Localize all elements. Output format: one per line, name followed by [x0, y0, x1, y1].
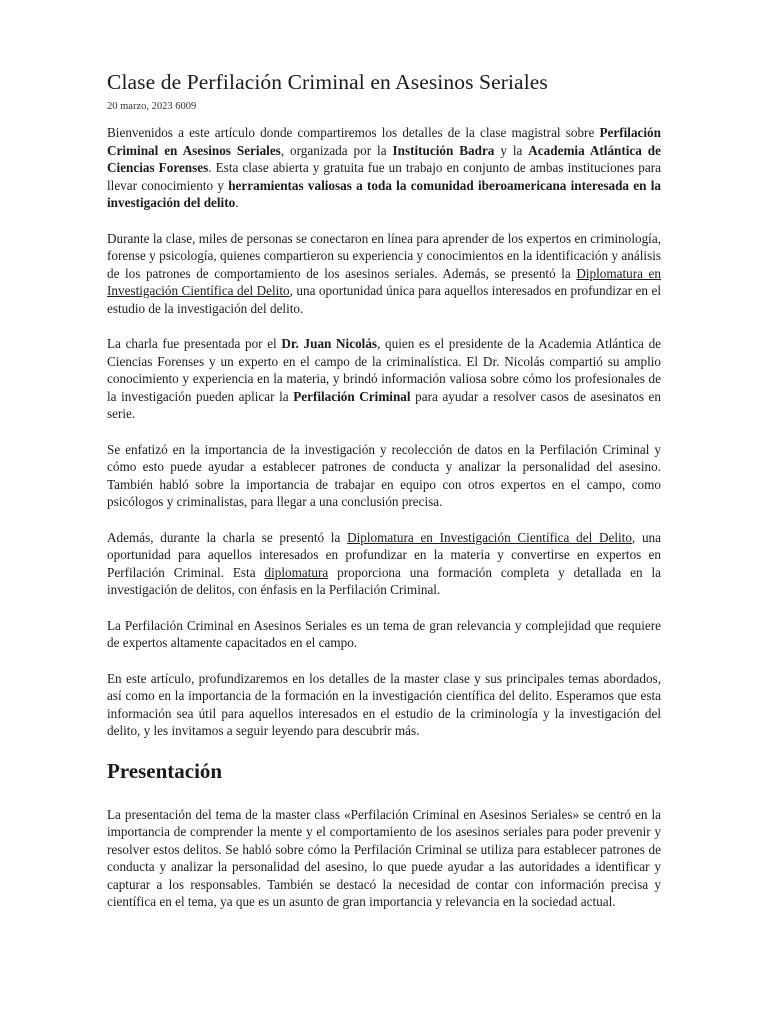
article-meta	[107, 100, 661, 114]
article-body	[107, 124, 661, 911]
intro-paragraph	[107, 124, 661, 212]
paragraph-text: . Esta clase abierta y gratuita fue un trabajo en conjunto de ambas instituciones para llevar conocimiento y	[107, 160, 662, 193]
paragraph-text: Durante la clase, miles de personas se conectaron en línea para aprender de los expertos en criminología, forense y psicología, quienes compartieron su experiencia y conocimientos en la identificación y análisis de los patrones de comportamiento de los asesinos seriales. Además, se presentó la	[107, 230, 661, 281]
diplomatura-link[interactable]: Diplomatura en Investigación Científica del Delito	[347, 529, 632, 545]
bold-text: Institución Badra	[392, 142, 495, 158]
section-heading-presentacion: Presentación	[107, 758, 223, 783]
closing-paragraph	[107, 670, 661, 740]
diplomatura-link[interactable]: Diplomatura en Investigación Científica del Delito	[107, 265, 661, 298]
paragraph-text: , una oportunidad para aquellos interesados en profundizar en la materia y convertirse en expertos en Perfilación Criminal. Esta	[107, 529, 661, 580]
presentation-paragraph	[107, 806, 661, 911]
paragraph-text: La Perfilación Criminal en Asesinos Seriales es un tema de gran relevancia y complejidad que requiere de expertos altamente capacitados en el campo.	[107, 617, 661, 650]
paragraph-text: para ayudar a resolver casos de asesinatos en serie.	[107, 388, 662, 421]
paragraph-text: Bienvenidos a este artículo donde compartiremos los detalles de la clase magistral sobre	[107, 125, 600, 140]
paragraph-text: , una oportunidad única para aquellos interesados en profundizar en el estudio de la investigación del delito.	[107, 283, 661, 316]
paragraph-text: , organizada por la	[280, 142, 393, 158]
article	[107, 68, 661, 929]
class-paragraph	[107, 230, 661, 318]
paragraph-text: La presentación del tema de la master class «Perfilación Criminal en Asesinos Seriales» se centró en la importancia de comprender la mente y el comportamiento de los asesinos seriales para poder prevenir y resolver estos delitos. Se habló sobre cómo la Perfilación Criminal se utiliza para establecer patrones de conducta y analizar la personalidad del asesino, lo que puede ayudar a las autoridades a identificar y capturar a los responsables. También se destacó la necesidad de contar con información precisa y científica en el tema, ya que es un asunto de gran importancia y relevancia en la sociedad actual.	[107, 806, 661, 909]
bold-text: Perfilación Criminal en Asesinos Seriales	[107, 125, 661, 158]
paragraph-text: .	[235, 195, 239, 210]
paragraph-text: , quien es el presidente de la Academia Atlántica de Ciencias Forenses y un experto en el campo de la criminalística. El Dr. Nicolás compartió su amplio conocimiento y experiencia en la materia, y brindó información valiosa sobre cómo los profesionales de la investigación pueden aplicar la	[107, 336, 662, 404]
relevance-paragraph	[107, 617, 661, 652]
bold-text: Dr. Juan Nicolás	[281, 336, 378, 351]
article-date: 20 marzo, 2023	[107, 101, 173, 112]
diploma-paragraph	[107, 529, 661, 599]
paragraph-text: Se enfatizó en la importancia de la investigación y recolección de datos en la Perfilación Criminal y cómo esto puede ayudar a establecer patrones de conducta y analizar la personalidad del asesino. También habló sobre la importancia de trabajar en equipo con otros expertos en el campo, como psicólogos y criminalistas, para llegar a una conclusión precisa.	[107, 441, 661, 509]
article-title: Clase de Perfilación Criminal en Asesinos Seriales	[107, 70, 548, 94]
article-views: 6009	[175, 101, 197, 112]
paragraph-text: En este artículo, profundizaremos en los detalles de la master clase y sus principales temas abordados, así como en la importancia de la formación en la investigación científica del delito. Esperamos que esta información sea útil para aquellos interesados en el estudio de la criminología y la investigación del delito, y les invitamos a seguir leyendo para descubrir más.	[107, 670, 661, 738]
diplomatura-link[interactable]: diplomatura	[264, 564, 329, 580]
speaker-paragraph	[107, 335, 661, 423]
paragraph-text: La charla fue presentada por el	[107, 336, 282, 351]
bold-text: Academia Atlántica de Ciencias Forenses	[107, 142, 661, 175]
emphasis-paragraph	[107, 441, 661, 511]
bold-text: herramientas valiosas a toda la comunidad iberoamericana interesada en la investigación del delito	[107, 177, 661, 210]
paragraph-text: proporciona una formación completa y detallada en la investigación de delitos, con énfasis en la Perfilación Criminal.	[107, 564, 661, 597]
paragraph-text: Además, durante la charla se presentó la	[107, 529, 348, 545]
bold-text: Perfilación Criminal	[293, 388, 411, 404]
paragraph-text: y la	[494, 142, 529, 158]
